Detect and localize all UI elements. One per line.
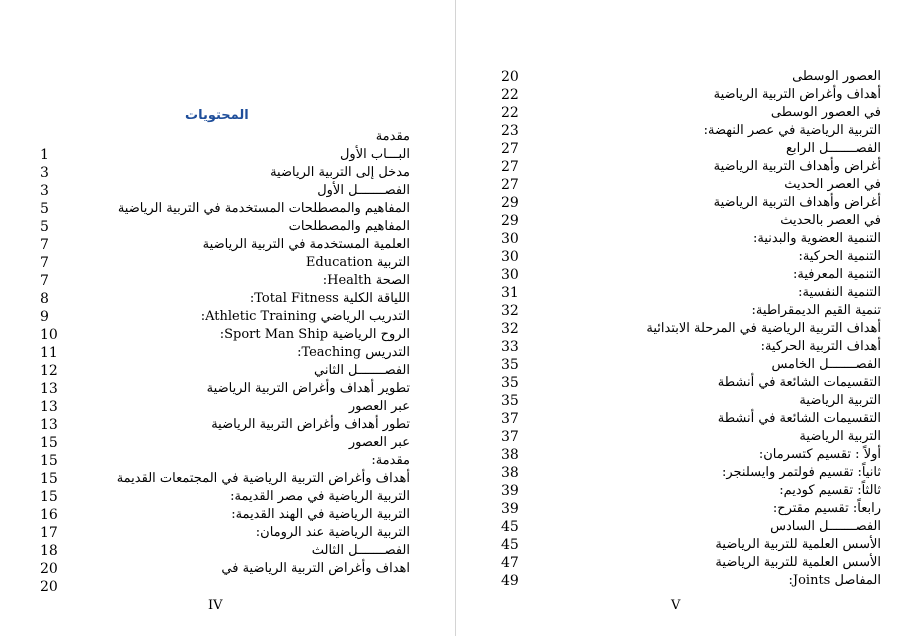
toc-entry xyxy=(40,542,410,560)
toc-entry-text: التنمية النفسية: xyxy=(798,285,881,300)
toc-entry-text: التدريس Teaching: xyxy=(297,345,410,360)
toc-entry xyxy=(40,470,410,488)
toc-page-number: 29 xyxy=(501,213,519,229)
toc-page-number: 22 xyxy=(501,87,519,103)
toc-page-number: 16 xyxy=(40,507,58,523)
toc-page-number: 27 xyxy=(501,159,519,175)
toc-entry xyxy=(40,362,410,380)
toc-page-number: 39 xyxy=(501,501,519,517)
right-page xyxy=(456,0,916,636)
toc-entry xyxy=(501,482,881,500)
toc-entry xyxy=(40,236,410,254)
toc-entry-text: رابعاً: تقسيم مقترح: xyxy=(772,501,881,516)
toc-entry-text: العصور الوسطى xyxy=(792,69,881,84)
toc-page-number: 12 xyxy=(40,363,58,379)
toc-entry-text: في العصر بالحديث xyxy=(780,213,881,228)
toc-page-number: 5 xyxy=(40,201,49,217)
toc-entry xyxy=(501,338,881,356)
left-page xyxy=(0,0,455,636)
toc-entry-text: الفصـــــــل الثاني xyxy=(314,363,410,378)
toc-entry-text: في العصور الوسطى xyxy=(770,105,881,120)
toc-entry xyxy=(501,104,881,122)
toc-page-number: 7 xyxy=(40,255,49,271)
toc-page-number: 3 xyxy=(40,165,49,181)
toc-entry xyxy=(501,536,881,554)
toc-page-number: 11 xyxy=(40,345,58,361)
toc-page-number: 30 xyxy=(501,267,519,283)
toc-page-number: 8 xyxy=(40,291,49,307)
toc-entry xyxy=(40,434,410,452)
toc-entry xyxy=(501,320,881,338)
toc-page-number: 7 xyxy=(40,237,49,253)
toc-entry xyxy=(40,308,410,326)
left-toc-list xyxy=(40,128,410,596)
toc-entry-text: أغراض وأهداف التربية الرياضية xyxy=(713,159,881,174)
toc-entry-text: الفصـــــــل الأول xyxy=(317,183,410,198)
toc-entry xyxy=(501,392,881,410)
toc-entry xyxy=(501,86,881,104)
toc-entry-text: التنمية العضوية والبدنية: xyxy=(752,231,881,246)
toc-entry xyxy=(40,218,410,236)
toc-entry-text: اللياقة الكلية Total Fitness: xyxy=(249,291,410,306)
toc-page-number: 29 xyxy=(501,195,519,211)
toc-entry-text: التقسيمات الشائعة في أنشطة xyxy=(717,411,881,426)
toc-entry-text: الأسس العلمية للتربية الرياضية xyxy=(715,555,881,570)
toc-entry xyxy=(501,230,881,248)
toc-entry-text: الفصـــــــل الثالث xyxy=(311,543,410,558)
toc-entry-text: أهداف وأغراض التربية الرياضية xyxy=(713,87,881,102)
toc-entry-text: التربية الرياضية في مصر القديمة: xyxy=(230,489,410,504)
toc-entry-text: مقدمة xyxy=(375,129,410,144)
toc-entry xyxy=(501,554,881,572)
toc-entry-text: التدريب الرياضي Athletic Training: xyxy=(200,309,410,324)
toc-page-number: 31 xyxy=(501,285,519,301)
toc-entry-text: الفصـــــــل الخامس xyxy=(771,357,881,372)
toc-entry xyxy=(40,398,410,416)
toc-page-number: 45 xyxy=(501,537,519,553)
toc-page-number: 5 xyxy=(40,219,49,235)
toc-page-number: 17 xyxy=(40,525,58,541)
toc-page-number: 7 xyxy=(40,273,49,289)
toc-entry-text: مدخل إلى التربية الرياضية xyxy=(270,165,410,180)
toc-entry-text: الأسس العلمية للتربية الرياضية xyxy=(715,537,881,552)
toc-page-number: 27 xyxy=(501,177,519,193)
toc-page-number: 37 xyxy=(501,411,519,427)
toc-entry xyxy=(501,500,881,518)
toc-entry-text: عبر العصور xyxy=(348,435,410,450)
toc-page-number: 9 xyxy=(40,309,49,325)
toc-page-number: 13 xyxy=(40,381,58,397)
toc-entry-text: التربية الرياضية xyxy=(799,429,881,444)
toc-entry xyxy=(501,266,881,284)
toc-entry-text: أهداف وأغراض التربية الرياضية في المجتمعات القديمة xyxy=(116,471,410,486)
toc-entry xyxy=(501,212,881,230)
toc-entry-text: المفاصل Joints: xyxy=(788,573,881,588)
toc-page-number: 35 xyxy=(501,375,519,391)
toc-page-number: 15 xyxy=(40,435,58,451)
toc-page-number: 35 xyxy=(501,357,519,373)
toc-page-number: 13 xyxy=(40,417,58,433)
toc-page-number: 37 xyxy=(501,429,519,445)
toc-entry xyxy=(40,506,410,524)
toc-entry xyxy=(501,374,881,392)
toc-entry-text: التربية Education xyxy=(305,255,410,270)
toc-entry-text: ثالثاً: تقسيم كوديم: xyxy=(779,483,881,498)
toc-page-number: 33 xyxy=(501,339,519,355)
toc-entry xyxy=(501,356,881,374)
toc-entry xyxy=(501,302,881,320)
toc-entry xyxy=(40,182,410,200)
toc-entry xyxy=(501,428,881,446)
toc-page-number: 3 xyxy=(40,183,49,199)
toc-entry xyxy=(40,452,410,470)
toc-entry-text: ثانياً: تقسيم فولتمر وايسلنجر: xyxy=(721,465,881,480)
toc-page-number: 35 xyxy=(501,393,519,409)
toc-entry xyxy=(501,122,881,140)
page-footer-right: V xyxy=(671,598,681,613)
toc-page-number: 38 xyxy=(501,447,519,463)
toc-entry xyxy=(40,128,410,146)
toc-entry xyxy=(40,146,410,164)
toc-entry xyxy=(40,290,410,308)
toc-entry xyxy=(40,488,410,506)
toc-entry xyxy=(40,164,410,182)
toc-entry-text: تنمية القيم الديمقراطية: xyxy=(751,303,881,318)
toc-page-number: 15 xyxy=(40,453,58,469)
toc-entry xyxy=(501,464,881,482)
toc-entry xyxy=(40,344,410,362)
toc-page-number: 10 xyxy=(40,327,58,343)
toc-entry-text: أولاً : تقسيم كتسرمان: xyxy=(758,447,881,462)
toc-entry xyxy=(501,446,881,464)
toc-page-number: 45 xyxy=(501,519,519,535)
toc-entry xyxy=(501,518,881,536)
toc-page-number: 22 xyxy=(501,105,519,121)
toc-page-number: 32 xyxy=(501,321,519,337)
toc-entry-text: الصحة Health: xyxy=(322,273,410,288)
toc-entry xyxy=(40,326,410,344)
toc-page-number: 20 xyxy=(40,579,58,595)
toc-entry xyxy=(40,578,410,596)
toc-page-number: 18 xyxy=(40,543,58,559)
toc-entry xyxy=(501,140,881,158)
toc-entry-text: التربية الرياضية عند الرومان: xyxy=(255,525,410,540)
toc-entry-text: التربية الرياضية في الهند القديمة: xyxy=(231,507,410,522)
toc-page-number: 15 xyxy=(40,489,58,505)
toc-entry-text: أهداف التربية الرياضية في المرحلة الابتدائية xyxy=(646,321,881,336)
toc-entry xyxy=(40,560,410,578)
toc-page-number: 49 xyxy=(501,573,519,589)
toc-entry-text: التقسيمات الشائعة في أنشطة xyxy=(717,375,881,390)
toc-entry-text: التربية الرياضية xyxy=(799,393,881,408)
toc-title: المحتويات xyxy=(185,108,249,123)
toc-page-number: 20 xyxy=(40,561,58,577)
toc-entry xyxy=(501,68,881,86)
toc-entry xyxy=(40,524,410,542)
toc-entry xyxy=(40,272,410,290)
toc-entry-text: مقدمة: xyxy=(371,453,410,468)
toc-entry-text: في العصر الحديث xyxy=(784,177,881,192)
toc-entry-text: تطور أهداف وأغراض التربية الرياضية xyxy=(211,417,410,432)
toc-page-number: 32 xyxy=(501,303,519,319)
toc-entry-text: التنمية المعرفية: xyxy=(793,267,881,282)
toc-entry-text: التربية الرياضية في عصر النهضة: xyxy=(703,123,881,138)
toc-page-number: 23 xyxy=(501,123,519,139)
toc-page-number: 30 xyxy=(501,231,519,247)
toc-page-number: 47 xyxy=(501,555,519,571)
toc-page-number: 30 xyxy=(501,249,519,265)
toc-page-number: 38 xyxy=(501,465,519,481)
toc-entry-text: الفصـــــــل السادس xyxy=(770,519,881,534)
toc-entry-text: التنمية الحركية: xyxy=(798,249,881,264)
toc-entry-text: المفاهيم والمصطلحات المستخدمة في التربية الرياضية xyxy=(117,201,410,216)
toc-entry xyxy=(40,416,410,434)
toc-entry xyxy=(501,194,881,212)
toc-page-number: 39 xyxy=(501,483,519,499)
toc-entry-text: اهداف وأغراض التربية الرياضية في xyxy=(221,561,410,576)
page-footer-left: IV xyxy=(208,598,223,613)
toc-page-number: 20 xyxy=(501,69,519,85)
toc-entry-text: عبر العصور xyxy=(348,399,410,414)
toc-entry xyxy=(40,380,410,398)
toc-page-number: 15 xyxy=(40,471,58,487)
toc-entry xyxy=(40,254,410,272)
toc-entry xyxy=(501,176,881,194)
toc-entry-text: العلمية المستخدمة في التربية الرياضية xyxy=(202,237,410,252)
toc-page-number: 1 xyxy=(40,147,49,163)
toc-entry-text: أهداف التربية الحركية: xyxy=(760,339,881,354)
toc-entry-text: البـــاب الأول xyxy=(339,147,410,162)
toc-entry-text: المفاهيم والمصطلحات xyxy=(288,219,410,234)
toc-entry-text: أغراض وأهداف التربية الرياضية xyxy=(713,195,881,210)
right-toc-list xyxy=(501,68,881,590)
toc-entry xyxy=(501,410,881,428)
toc-entry xyxy=(501,248,881,266)
toc-entry xyxy=(40,200,410,218)
toc-page-number: 13 xyxy=(40,399,58,415)
toc-entry-text: الروح الرياضية Sport Man Ship: xyxy=(219,327,410,342)
toc-page-number: 27 xyxy=(501,141,519,157)
toc-entry-text: تطوير أهداف وأغراض التربية الرياضية xyxy=(206,381,410,396)
toc-entry xyxy=(501,284,881,302)
toc-entry xyxy=(501,158,881,176)
toc-entry xyxy=(501,572,881,590)
toc-entry-text: الفصـــــــل الرابع xyxy=(786,141,881,156)
